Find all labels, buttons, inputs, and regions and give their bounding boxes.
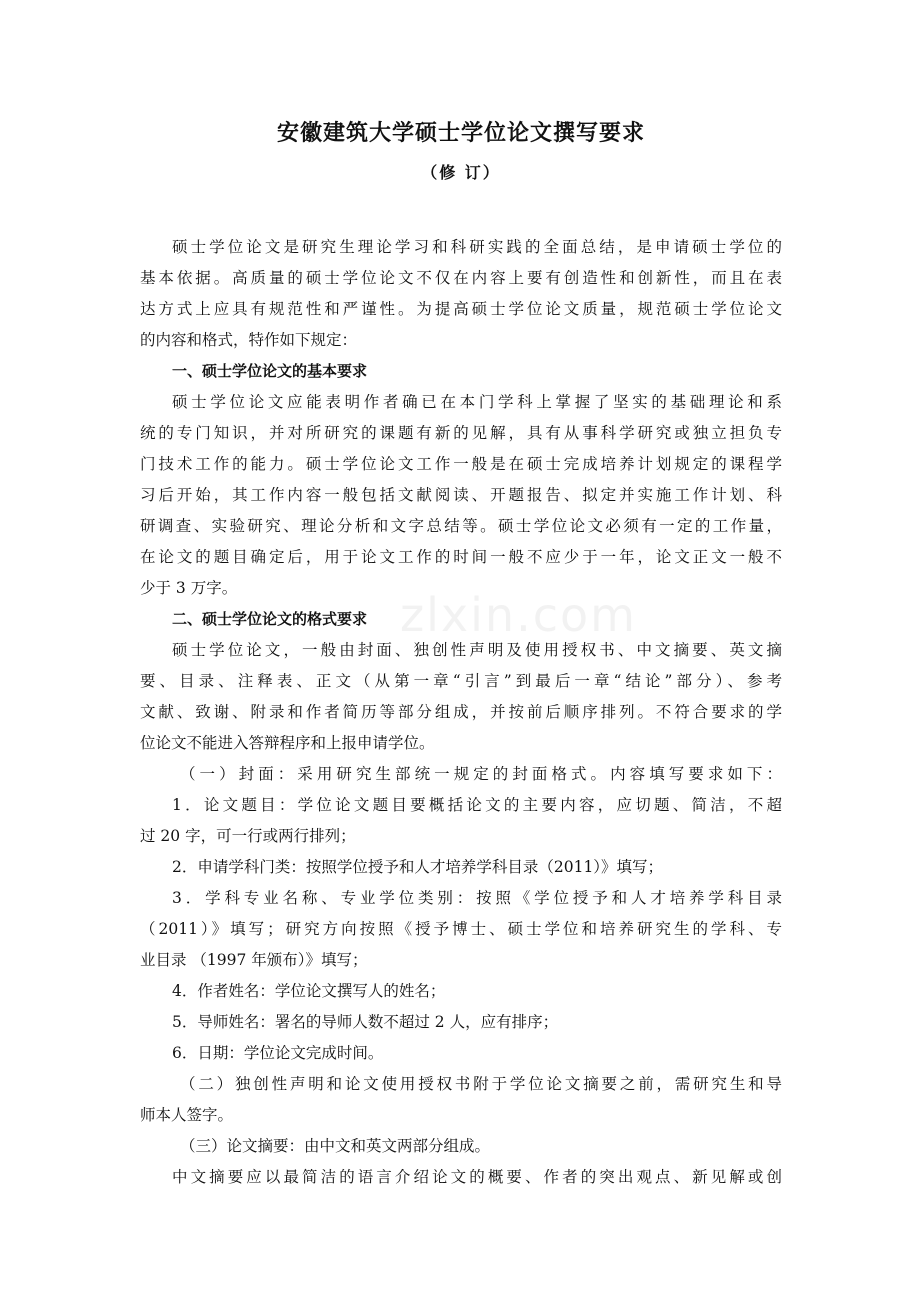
line-text: 6．日期：学位论文完成时间。 xyxy=(172,1044,384,1062)
text-line xyxy=(140,1038,782,1069)
text-line xyxy=(140,821,782,852)
line-text: 过 20 字，可一行或两行排列； xyxy=(140,827,356,845)
text-line xyxy=(140,263,782,294)
line-text: （二）独创性声明和论文使用授权书附于学位论文摘要之前，需研究生和导 xyxy=(180,1075,782,1093)
document-body xyxy=(140,232,782,1193)
text-line xyxy=(140,1131,782,1162)
text-line xyxy=(140,666,782,697)
line-text: 硕士学位论文是研究生理论学习和科研实践的全面总结，是申请硕士学位的 xyxy=(172,238,782,256)
line-text: 师本人签字。 xyxy=(140,1106,234,1124)
text-line xyxy=(140,945,782,976)
text-line xyxy=(140,1069,782,1100)
text-line xyxy=(140,852,782,883)
watermark: zlxin.com xyxy=(400,588,637,642)
line-text: 一、硕士学位论文的基本要求 xyxy=(172,362,368,380)
line-text: 二、硕士学位论文的格式要求 xyxy=(172,610,368,628)
line-text: 统的专门知识，并对所研究的课题有新的见解，具有从事科学研究或独立担负专 xyxy=(140,424,782,442)
section-heading xyxy=(140,356,782,387)
text-line xyxy=(140,542,782,573)
line-text: 5．导师姓名：署名的导师人数不超过 2 人，应有排序； xyxy=(172,1013,559,1031)
line-text: 的内容和格式，特作如下规定： xyxy=(140,331,358,349)
text-line xyxy=(140,883,782,914)
line-text: （三）论文摘要：由中文和英文两部分组成。 xyxy=(180,1137,491,1155)
text-line xyxy=(140,418,782,449)
text-line xyxy=(140,1162,782,1193)
line-text: 少于 3 万字。 xyxy=(140,579,238,597)
line-text: 习后开始，其工作内容一般包括文献阅读、开题报告、拟定并实施工作计划、科 xyxy=(140,486,782,504)
document-title: 安徽建筑大学硕士学位论文撰写要求 xyxy=(276,121,645,146)
line-text: 文献、致谢、附录和作者简历等部分组成，并按前后顺序排列。不符合要求的学 xyxy=(140,703,782,721)
text-line xyxy=(140,232,782,263)
line-text: 基本依据。高质量的硕士学位论文不仅在内容上要有创造性和创新性，而且在表 xyxy=(140,269,782,287)
line-text: （一）封面：采用研究生部统一规定的封面格式。内容填写要求如下： xyxy=(180,765,782,783)
text-line xyxy=(140,325,782,356)
text-line xyxy=(140,635,782,666)
text-line xyxy=(140,480,782,511)
text-line xyxy=(140,976,782,1007)
line-text: 中文摘要应以最简洁的语言介绍论文的概要、作者的突出观点、新见解或创 xyxy=(172,1168,782,1186)
line-text: 1．论文题目：学位论文题目要概括论文的主要内容，应切题、简洁，不超 xyxy=(172,796,782,814)
section-heading xyxy=(140,604,782,635)
text-line xyxy=(140,1007,782,1038)
line-text: 达方式上应具有规范性和严谨性。为提高硕士学位论文质量，规范硕士学位论文 xyxy=(140,300,782,318)
line-text: 研调查、实验研究、理论分析和文字总结等。硕士学位论文必须有一定的工作量， xyxy=(140,517,782,535)
text-line xyxy=(140,759,782,790)
text-line xyxy=(140,1100,782,1131)
text-line xyxy=(140,914,782,945)
text-line xyxy=(140,728,782,759)
line-text: 2．申请学科门类：按照学位授予和人才培养学科目录（2011）》填写； xyxy=(172,858,664,876)
line-text: 在论文的题目确定后，用于论文工作的时间一般不应少于一年，论文正文一般不 xyxy=(140,548,782,566)
line-text: 业目录 （1997 年颁布）》填写； xyxy=(140,951,368,969)
document-subtitle: （修 订） xyxy=(421,163,501,182)
line-text: 硕士学位论文，一般由封面、独创性声明及使用授权书、中文摘要、英文摘 xyxy=(172,641,782,659)
text-line xyxy=(140,449,782,480)
text-line xyxy=(140,511,782,542)
text-line xyxy=(140,697,782,728)
line-text: 要、目录、注释表、正文（从第一章“引言”到最后一章“结论”部分）、参考 xyxy=(140,672,782,690)
text-line xyxy=(140,573,782,604)
line-text: （2011）》填写；研究方向按照《授予博士、硕士学位和培养研究生的学科、专 xyxy=(140,920,782,938)
line-text: 硕士学位论文应能表明作者确已在本门学科上掌握了坚实的基础理论和系 xyxy=(172,393,782,411)
text-line xyxy=(140,790,782,821)
line-text: 位论文不能进入答辩程序和上报申请学位。 xyxy=(140,734,435,752)
text-line xyxy=(140,387,782,418)
text-line xyxy=(140,294,782,325)
line-text: 门技术工作的能力。硕士学位论文工作一般是在硕士完成培养计划规定的课程学 xyxy=(140,455,782,473)
line-text: 3．学科专业名称、专业学位类别：按照《学位授予和人才培养学科目录 xyxy=(172,889,782,907)
line-text: 4．作者姓名：学位论文撰写人的姓名； xyxy=(172,982,446,1000)
